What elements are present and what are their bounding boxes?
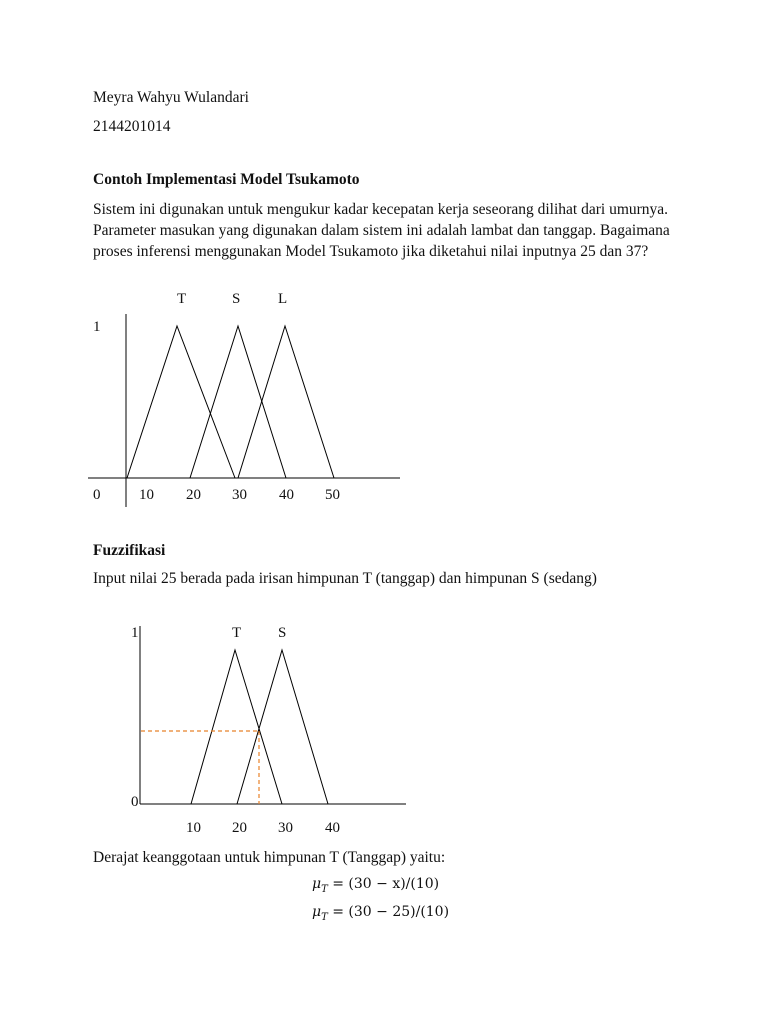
chart1-origin-label: 0 [93, 487, 101, 503]
chart1-tick-label: 30 [232, 487, 247, 503]
chart2-label-s: S [278, 625, 287, 641]
chart1-tick-label: 20 [186, 487, 201, 503]
chart1-tick-label: 10 [139, 487, 154, 503]
chart1-tick-label: 40 [279, 487, 294, 503]
equation-1 [312, 876, 439, 895]
equation-2-mu: μ [312, 904, 322, 920]
chart2-set-s-line [237, 650, 328, 804]
chart2-label-t: T [232, 625, 242, 641]
equation-1-mu: μ [312, 876, 322, 892]
chart2-tick-label: 40 [325, 820, 340, 836]
paragraph-line: Sistem ini digunakan untuk mengukur kadar kecepatan kerja seseorang dilihat dari umurnya. [93, 201, 669, 218]
equation-2-subscript: T [321, 911, 328, 923]
chart1-set-l-line [238, 326, 334, 478]
chart2-set-t-line [191, 650, 282, 804]
equation-1-subscript: T [321, 883, 328, 895]
fuzzifikasi-text: Input nilai 25 berada pada irisan himpunan T (tanggap) dan himpunan S (sedang) [93, 570, 597, 587]
chart1-y-label: 1 [93, 319, 101, 335]
chart2-tick-label: 10 [186, 820, 201, 836]
chart1-set-t-line [127, 326, 235, 478]
equation-2 [312, 904, 449, 923]
chart2-tick-label: 30 [278, 820, 293, 836]
paragraph-line: proses inferensi menggunakan Model Tsukamoto jika diketahui nilai inputnya 25 dan 37? [93, 243, 649, 260]
section-title-tsukamoto: Contoh Implementasi Model Tsukamoto [93, 171, 360, 188]
chart2-y-label: 1 [131, 625, 139, 641]
paragraph-line: Parameter masukan yang digunakan dalam sistem ini adalah lambat dan tanggap. Bagaimana [93, 222, 670, 239]
chart2-origin-label: 0 [131, 794, 139, 810]
chart1-set-s-line [190, 326, 286, 478]
chart1-label-l: L [278, 291, 288, 307]
author-name: Meyra Wahyu Wulandari [93, 89, 249, 106]
equation-1-rhs: = (30 − x)/(10) [327, 876, 440, 892]
membership-intro: Derajat keanggotaan untuk himpunan T (Tanggap) yaitu: [93, 849, 446, 866]
section-title-fuzzifikasi: Fuzzifikasi [93, 542, 166, 559]
problem-paragraph [93, 199, 683, 262]
author-id: 2144201014 [93, 118, 171, 135]
chart1-label-s: S [232, 291, 241, 307]
chart1-label-t: T [177, 291, 187, 307]
chart1-tick-label: 50 [325, 487, 340, 503]
chart2-tick-label: 20 [232, 820, 247, 836]
equation-2-rhs: = (30 − 25)/(10) [327, 904, 450, 920]
